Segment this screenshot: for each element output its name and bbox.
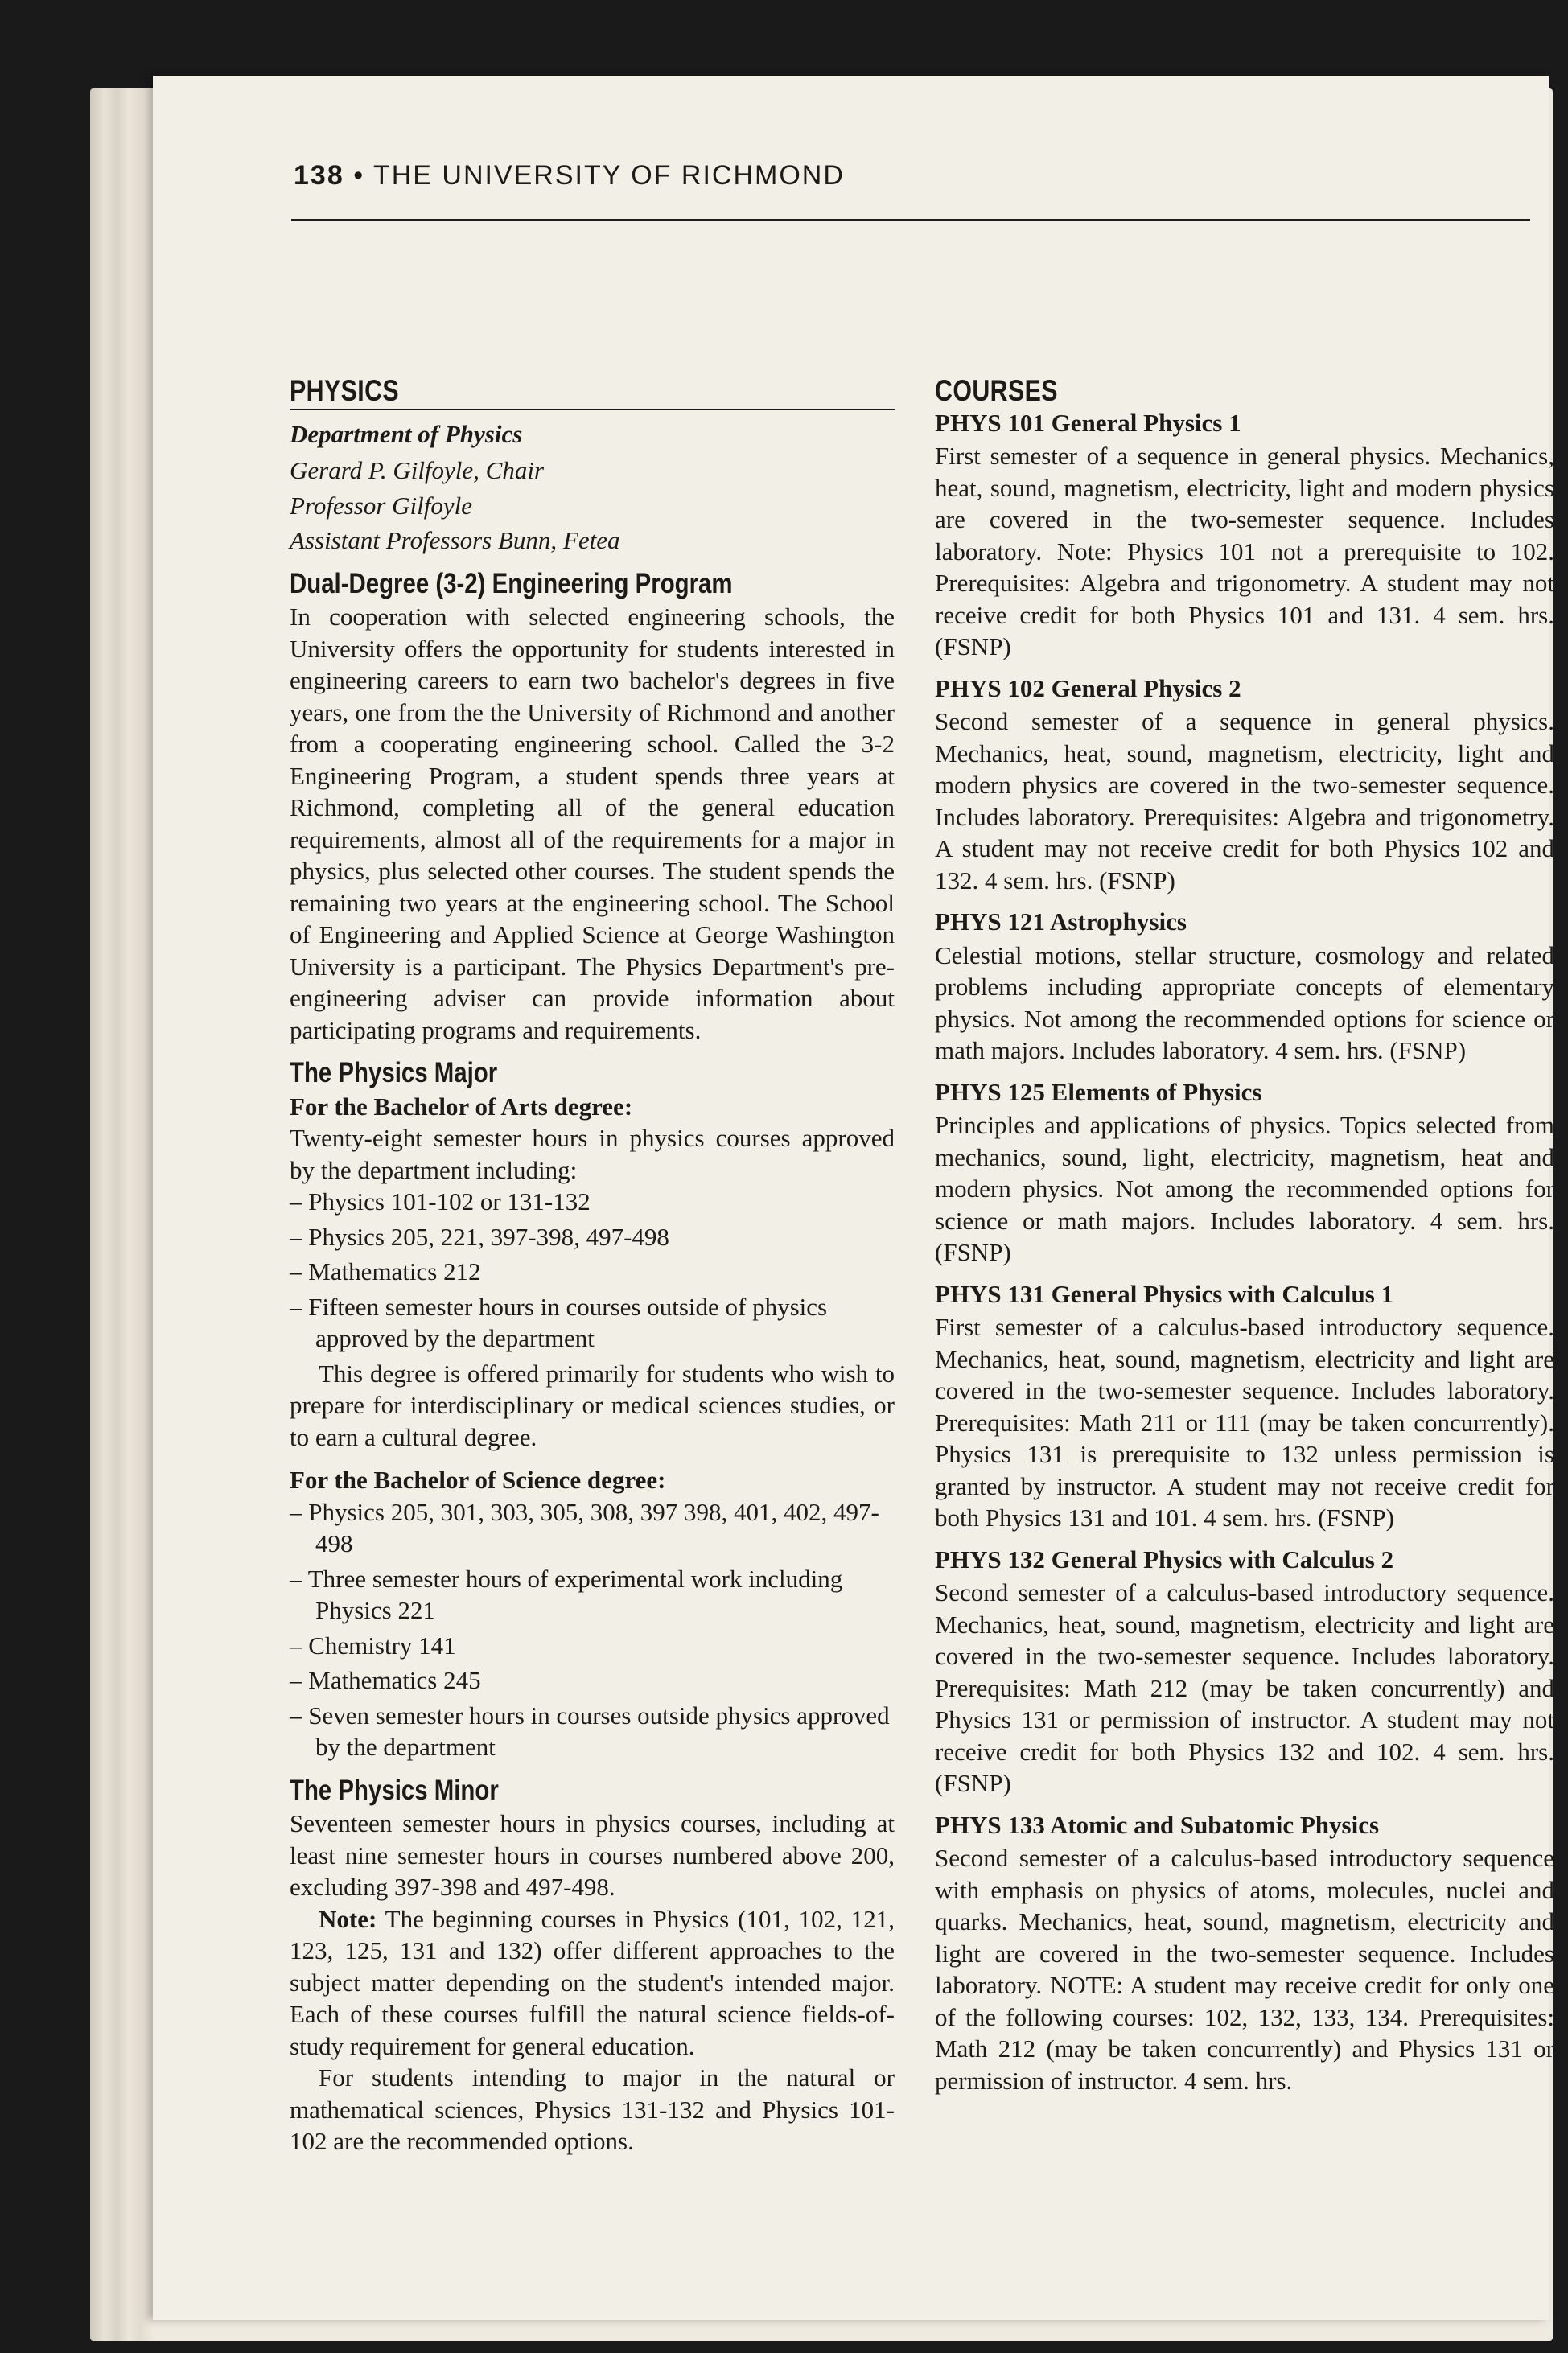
course-entry bbox=[935, 1809, 1554, 2097]
page-number: 138 bbox=[294, 160, 344, 191]
list-item: – Mathematics 245 bbox=[290, 1666, 481, 1694]
course-entry bbox=[935, 1544, 1554, 1800]
course-title: PHYS 121 Astrophysics bbox=[935, 907, 1187, 936]
course-description: Principles and applications of physics. Topics selected from mechanics, sound, light, electricity, magnetism, heat and modern physics. Not among the recommended options for science or math majors. Includes laboratory. 4 sem. hrs. (FSNP) bbox=[935, 1111, 1554, 1266]
list-item: – Three semester hours of experimental work including Physics 221 bbox=[290, 1564, 843, 1624]
right-column bbox=[935, 375, 1554, 2106]
course-description: First semester of a calculus-based introductory sequence. Mechanics, heat, sound, magnetism, electricity and light are covered in the two-semester sequence. Includes laboratory. Prerequisites: Math 211 or 111 (may be taken concurrently). Physics 131 is prerequisite to 132 unless permission is granted by instructor. A student may not receive credit for both Physics 131 and 101. 4 sem. hrs. (FSNP) bbox=[935, 1313, 1554, 1532]
dual-degree-text: In cooperation with selected engineering schools, the University offers the opportunity for students interested in engineering careers to earn two bachelor's degrees in five years, one from the the University of Richmond and another from a cooperating engineering school. Called the 3-2 Engineering Program, a student spends three years at Richmond, completing all of the general education requirements, almost all of the requirements for a major in physics, plus selected other courses. The student spends the remaining two years at the engineering school. The School of Engineering and Applied Science at George Washington University is a participant. The Physics Department's pre-engineering adviser can provide information about participating programs and requirements. bbox=[290, 603, 895, 1044]
bs-requirements bbox=[290, 1496, 895, 1763]
left-column bbox=[290, 375, 895, 2158]
faculty-assistant: Assistant Professors Bunn, Fetea bbox=[290, 526, 620, 554]
section-title-physics: PHYSICS bbox=[290, 375, 895, 410]
minor-note bbox=[290, 1903, 895, 2063]
course-entry bbox=[935, 1076, 1554, 1269]
list-item: – Physics 101-102 or 131-132 bbox=[290, 1187, 591, 1216]
list-item: – Physics 205, 221, 397-398, 497-498 bbox=[290, 1222, 669, 1251]
course-entry bbox=[935, 906, 1554, 1067]
list-item: – Chemistry 141 bbox=[290, 1631, 456, 1660]
ba-note: This degree is offered primarily for students who wish to prepare for interdisciplinary or medical sciences studies, or to earn a cultural degree. bbox=[290, 1359, 895, 1451]
section-title-courses: COURSES bbox=[935, 374, 1058, 407]
course-title: PHYS 133 Atomic and Subatomic Physics bbox=[935, 1810, 1380, 1839]
ba-requirements bbox=[290, 1186, 895, 1355]
list-item: – Seven semester hours in courses outside physics approved by the department bbox=[290, 1701, 890, 1761]
course-description: Second semester of a sequence in general physics. Mechanics, heat, sound, magnetism, electricity, light and modern physics are covered in the two-semester sequence. Includes laboratory. Prerequisites: Algebra and trigonometry. A student may not receive credit for both Physics 102 and 132. 4 sem. hrs. (FSNP) bbox=[935, 707, 1554, 895]
department-name: Department of Physics bbox=[290, 419, 523, 448]
course-title: PHYS 101 General Physics 1 bbox=[935, 408, 1241, 437]
list-item: – Physics 205, 301, 303, 305, 308, 397 398, 401, 402, 497-498 bbox=[290, 1497, 879, 1557]
header-bullet: • bbox=[353, 160, 365, 191]
header-rule bbox=[291, 219, 1530, 221]
course-description: Celestial motions, stellar structure, cosmology and related problems including appropriate concepts of elementary physics. Not among the recommended options for science or math majors. Includes laboratory. 4 sem. hrs. (FSNP) bbox=[935, 940, 1554, 1064]
course-entry bbox=[935, 407, 1554, 663]
course-title: PHYS 132 General Physics with Calculus 2 bbox=[935, 1545, 1394, 1573]
faculty-professor: Professor Gilfoyle bbox=[290, 491, 473, 520]
course-title: PHYS 131 General Physics with Calculus 1 bbox=[935, 1279, 1394, 1308]
ba-intro: Twenty-eight semester hours in physics courses approved by the department including: bbox=[290, 1124, 895, 1184]
running-title: THE UNIVERSITY OF RICHMOND bbox=[372, 160, 845, 191]
course-entry bbox=[935, 673, 1554, 897]
note-text: The beginning courses in Physics (101, 102, 121, 123, 125, 131 and 132) offer different approaches to the subject matter depending on the student's intended major. Each of these courses fulfill the natural science fields-of-study requirement for general education. bbox=[290, 1904, 895, 2060]
minor-text: Seventeen semester hours in physics courses, including at least nine semester hours in courses numbered above 200, excluding 397-398 and 497-498. bbox=[290, 1809, 895, 1901]
course-title: PHYS 125 Elements of Physics bbox=[935, 1077, 1262, 1106]
course-description: Second semester of a calculus-based introductory sequence. Mechanics, heat, sound, magnetism, electricity and light are covered in the two-semester sequence. Includes laboratory. Prerequisites: Math 212 (may be taken concurrently) and Physics 131 or permission of instructor. A student may not receive credit for both Physics 132 and 102. 4 sem. hrs. (FSNP) bbox=[935, 1578, 1554, 1797]
major-heading: The Physics Major bbox=[290, 1057, 498, 1088]
course-description: First semester of a sequence in general physics. Mechanics, heat, sound, magnetism, electricity, light and modern physics are covered in the two-semester sequence. Includes laboratory. Note: Physics 101 not a prerequisite to 102. Prerequisites: Algebra and trigonometry. A student may not receive credit for both Physics 101 and 131. 4 sem. hrs. (FSNP) bbox=[935, 442, 1554, 660]
course-entry bbox=[935, 1278, 1554, 1534]
faculty-chair: Gerard P. Gilfoyle, Chair bbox=[290, 456, 545, 484]
dual-degree-heading: Dual-Degree (3-2) Engineering Program bbox=[290, 567, 733, 599]
running-head bbox=[294, 160, 1517, 191]
list-item: – Fifteen semester hours in courses outside of physics approved by the department bbox=[290, 1292, 828, 1352]
minor-heading: The Physics Minor bbox=[290, 1774, 499, 1806]
list-item: – Mathematics 212 bbox=[290, 1257, 481, 1286]
bs-heading: For the Bachelor of Science degree: bbox=[290, 1466, 666, 1494]
note-label: Note: bbox=[319, 1904, 377, 1933]
recommended-options: For students intending to major in the natural or mathematical sciences, Physics 131-132 and Physics 101-102 are the recommended options. bbox=[290, 2063, 895, 2155]
page bbox=[153, 76, 1554, 2320]
course-description: Second semester of a calculus-based introductory sequence with emphasis on physics of atoms, molecules, nuclei and quarks. Mechanics, heat, sound, magnetism, electricity and light are covered in the two-semester sequence. Includes laboratory. NOTE: A student may receive credit for only one of the following courses: 102, 132, 133, 134. Prerequisites: Math 212 (may be taken concurrently) and Physics 131 or permission of instructor. 4 sem. hrs. bbox=[935, 1844, 1554, 2095]
ba-heading: For the Bachelor of Arts degree: bbox=[290, 1092, 633, 1121]
course-title: PHYS 102 General Physics 2 bbox=[935, 673, 1241, 702]
